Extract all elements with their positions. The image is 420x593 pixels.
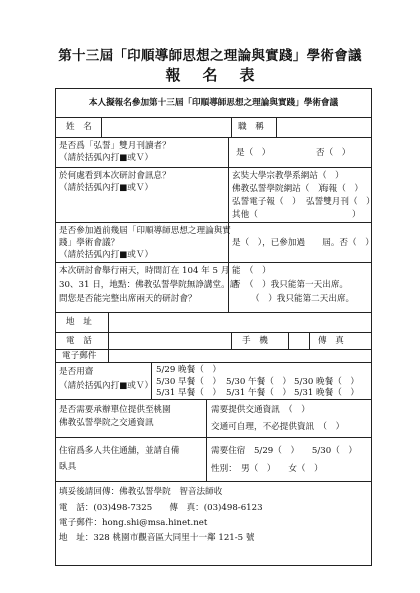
form-title: 第十三屆「印順導師思想之理論與實踐」學術會議: [58, 48, 362, 64]
transport-self-option[interactable]: 交通可自理，不必提供資訊 （ ）: [211, 422, 345, 432]
mobile-label: 手 機: [242, 336, 268, 346]
intro-text: 本人擬報名參加第十三屆「印順導師思想之理論與實踐」學術會議: [88, 98, 339, 108]
phone-field[interactable]: [109, 333, 230, 348]
meal-0531-dinner[interactable]: 5/31 晚餐（ ）: [294, 388, 359, 398]
meal-question: 是否用齋: [59, 367, 94, 377]
transport-question-cont: 佛教弘誓學院之交通資訊: [59, 418, 154, 428]
name-label: 姓 名: [66, 122, 92, 132]
rule: [56, 362, 371, 363]
form-subtitle: 報名表: [165, 66, 277, 84]
lodging-note: 住宿爲多人共住通舖，並請自備: [59, 446, 180, 456]
rule: [206, 437, 207, 481]
past-attendance-question: 是否參加過前幾屆「印順導師思想之理論與實: [59, 226, 231, 236]
contact-phone-fax: 電 話：(03)498-7325 傳 真：(03)498-6123: [59, 503, 263, 513]
rule: [56, 222, 371, 223]
past-attendance-instruction: （請於括弧內打■或Ｖ）: [59, 250, 154, 260]
address-label: 地 址: [66, 317, 92, 327]
registration-form: [55, 88, 375, 566]
job-title-field[interactable]: [277, 118, 370, 136]
source-option-poster[interactable]: 海報（ ）: [320, 184, 363, 194]
source-option-other[interactable]: 其他（: [232, 210, 258, 220]
mobile-field[interactable]: [289, 333, 308, 348]
rule: [56, 167, 371, 168]
rule: [309, 332, 310, 349]
source-option-dept-website[interactable]: 玄奘大學宗教學系網站（ ）: [232, 171, 344, 181]
rule: [231, 332, 232, 349]
meal-0531-breakfast[interactable]: 5/31 早餐（ ）: [156, 388, 221, 398]
lodging-dates-option[interactable]: 需要住宿 5/29（ ） 5/30（ ）: [211, 446, 358, 456]
rule: [56, 481, 371, 482]
contact-email[interactable]: 電子郵件：hong.shi@msa.hinet.net: [59, 518, 208, 528]
address-field[interactable]: [109, 313, 370, 331]
email-field[interactable]: [109, 350, 370, 361]
attendance-question: 本次研討會舉行兩天，時間訂在 104 年 5 月: [59, 266, 230, 276]
transport-need-option[interactable]: 需要提供交通資訊 （ ）: [211, 405, 310, 415]
phone-label: 電 話: [66, 336, 92, 346]
source-option-bimonthly[interactable]: 弘誓雙月刊（ ）: [306, 197, 375, 207]
contact-address: 地 址：328 桃園市觀音區大同里十一鄰 121-5 號: [59, 533, 255, 543]
source-option-other-close: ）: [352, 210, 361, 220]
attendance-question-end: 問您是否能完整出席兩天的研討會？: [59, 294, 197, 304]
meal-instruction: （請於括弧內打■或Ｖ）: [59, 381, 154, 391]
rule: [56, 437, 371, 438]
meal-0530-breakfast[interactable]: 5/30 早餐（ ）: [156, 377, 221, 387]
fax-field[interactable]: [346, 333, 370, 348]
source-option-college-website[interactable]: 佛教弘誓學院網站（ ）: [232, 184, 327, 194]
email-label: 電子郵件: [62, 351, 97, 361]
past-attendance-question-cont: 踐」學術會議？: [59, 238, 120, 248]
source-option-enewsletter[interactable]: 弘誓電子報（ ）: [232, 197, 301, 207]
rule: [231, 117, 232, 137]
job-title-label: 職 稱: [238, 122, 264, 132]
source-instruction: （請於括弧內打■或Ｖ）: [59, 183, 154, 193]
reader-no-option[interactable]: 否（ ）: [316, 148, 351, 158]
attend-day2-option[interactable]: （ ）我只能第二天出席。: [251, 294, 355, 304]
rule: [56, 262, 371, 263]
source-question: 於何處看到本次研討會訊息？: [59, 171, 171, 181]
rule: [56, 137, 371, 138]
meal-0529-dinner[interactable]: 5/29 晚餐（ ）: [156, 365, 221, 375]
attendance-question-cont: 30、31 日，地點：佛教弘誓學院無諍講堂。請: [59, 280, 239, 290]
fax-label: 傳 真: [318, 336, 344, 346]
meal-0531-lunch[interactable]: 5/31 午餐（ ）: [226, 388, 291, 398]
rule: [206, 399, 207, 437]
reader-yes-option[interactable]: 是（ ）: [236, 148, 271, 158]
meal-0530-dinner[interactable]: 5/30 晚餐（ ）: [294, 377, 359, 387]
attend-day1-option[interactable]: 否 （ ）我只能第一天出席。: [232, 280, 349, 290]
reader-question: 是否爲「弘誓」雙月刊讀者？: [59, 141, 171, 151]
name-field[interactable]: [102, 118, 230, 136]
rule: [56, 399, 371, 400]
lodging-gender-option[interactable]: 性別： 男（ ） 女（ ）: [211, 464, 323, 474]
past-attendance-answer[interactable]: 是（ ），已參加過 屆。否（ ）: [232, 238, 374, 248]
lodging-note-cont: 臥具: [59, 462, 77, 472]
transport-question: 是否需要承辦單位提供至桃園: [59, 405, 171, 415]
meal-0530-lunch[interactable]: 5/30 午餐（ ）: [226, 377, 291, 387]
attend-both-option[interactable]: 能 （ ）: [232, 266, 271, 276]
reader-instruction: （請於括弧內打■或Ｖ）: [59, 153, 154, 163]
return-to-text: 填妥後請回傳：佛教弘誓學院 智音法師收: [59, 487, 223, 497]
